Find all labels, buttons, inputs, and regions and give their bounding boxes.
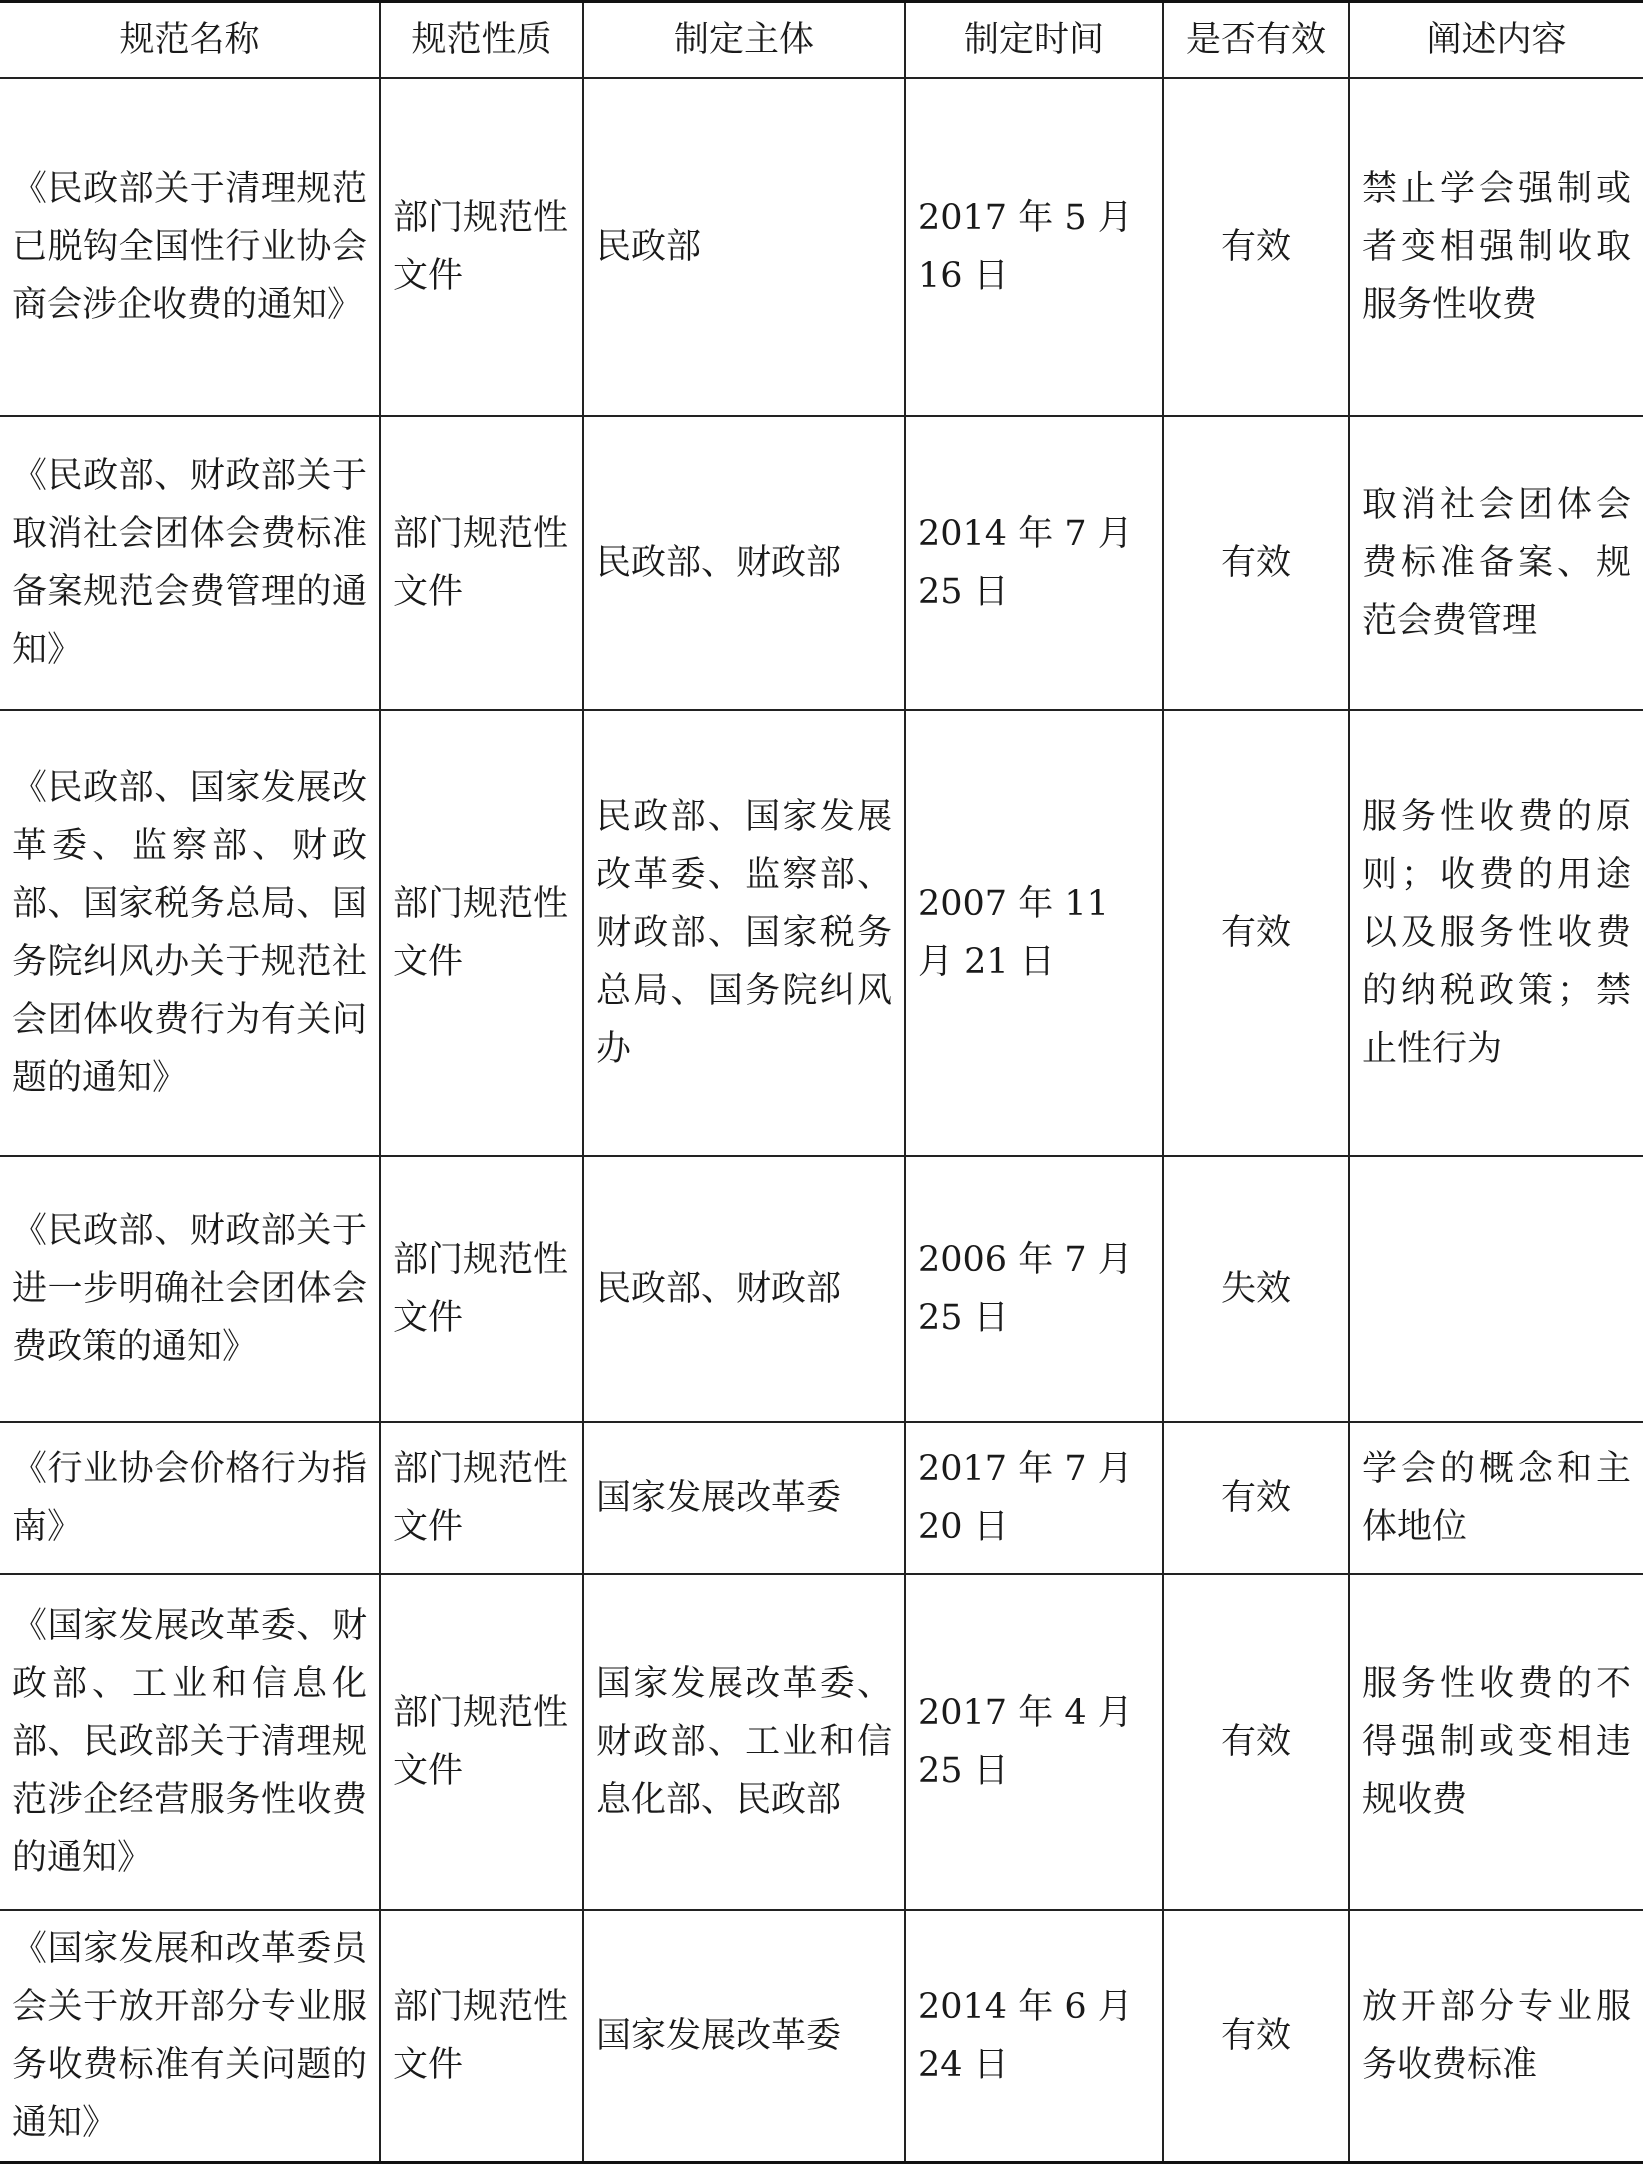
cell-valid: 有效 [1163, 1910, 1349, 2163]
cell-valid: 失效 [1163, 1156, 1349, 1422]
cell-content: 学会的概念和主体地位 [1349, 1422, 1643, 1574]
cell-nature: 部门规范性文件 [380, 1156, 583, 1422]
cell-date: 2007 年 11 月 21 日 [905, 710, 1163, 1156]
cell-name: 《国家发展和改革委员会关于放开部分专业服务收费标准有关问题的通知》 [0, 1910, 380, 2163]
cell-valid: 有效 [1163, 1574, 1349, 1910]
cell-issuer: 民政部、国家发展改革委、监察部、财政部、国家税务总局、国务院纠风办 [583, 710, 905, 1156]
cell-nature: 部门规范性文件 [380, 1910, 583, 2163]
table-row [0, 1574, 1643, 1910]
table-row [0, 1422, 1643, 1574]
cell-valid: 有效 [1163, 78, 1349, 416]
cell-content: 放开部分专业服务收费标准 [1349, 1910, 1643, 2163]
cell-name: 《民政部关于清理规范已脱钩全国性行业协会商会涉企收费的通知》 [0, 78, 380, 416]
cell-nature: 部门规范性文件 [380, 78, 583, 416]
header-date: 制定时间 [905, 2, 1163, 79]
header-row [0, 2, 1643, 79]
table-row [0, 78, 1643, 416]
cell-date: 2017 年 4 月 25 日 [905, 1574, 1163, 1910]
cell-issuer: 民政部、财政部 [583, 416, 905, 710]
cell-content: 取消社会团体会费标准备案、规范会费管理 [1349, 416, 1643, 710]
cell-date: 2017 年 7 月 20 日 [905, 1422, 1163, 1574]
cell-name: 《行业协会价格行为指南》 [0, 1422, 380, 1574]
cell-date: 2006 年 7 月 25 日 [905, 1156, 1163, 1422]
table-header [0, 2, 1643, 79]
cell-content [1349, 1156, 1643, 1422]
table-row [0, 416, 1643, 710]
cell-issuer: 国家发展改革委 [583, 1422, 905, 1574]
cell-issuer: 民政部 [583, 78, 905, 416]
header-content: 阐述内容 [1349, 2, 1643, 79]
header-nature: 规范性质 [380, 2, 583, 79]
cell-issuer: 国家发展改革委、财政部、工业和信息化部、民政部 [583, 1574, 905, 1910]
cell-name: 《国家发展改革委、财政部、工业和信息化部、民政部关于清理规范涉企经营服务性收费的通知》 [0, 1574, 380, 1910]
cell-valid: 有效 [1163, 710, 1349, 1156]
cell-issuer: 国家发展改革委 [583, 1910, 905, 2163]
header-name: 规范名称 [0, 2, 380, 79]
cell-nature: 部门规范性文件 [380, 416, 583, 710]
cell-name: 《民政部、国家发展改革委、监察部、财政部、国家税务总局、国务院纠风办关于规范社会团体收费行为有关问题的通知》 [0, 710, 380, 1156]
table-row [0, 1910, 1643, 2163]
cell-name: 《民政部、财政部关于取消社会团体会费标准备案规范会费管理的通知》 [0, 416, 380, 710]
cell-date: 2014 年 7 月 25 日 [905, 416, 1163, 710]
header-issuer: 制定主体 [583, 2, 905, 79]
cell-date: 2014 年 6 月 24 日 [905, 1910, 1163, 2163]
cell-nature: 部门规范性文件 [380, 710, 583, 1156]
header-valid: 是否有效 [1163, 2, 1349, 79]
table-row [0, 1156, 1643, 1422]
cell-content: 服务性收费的不得强制或变相违规收费 [1349, 1574, 1643, 1910]
cell-valid: 有效 [1163, 1422, 1349, 1574]
table-body [0, 78, 1643, 2163]
cell-content: 禁止学会强制或者变相强制收取服务性收费 [1349, 78, 1643, 416]
cell-content: 服务性收费的原则；收费的用途以及服务性收费的纳税政策；禁止性行为 [1349, 710, 1643, 1156]
cell-valid: 有效 [1163, 416, 1349, 710]
cell-nature: 部门规范性文件 [380, 1574, 583, 1910]
cell-date: 2017 年 5 月 16 日 [905, 78, 1163, 416]
table-row [0, 710, 1643, 1156]
cell-nature: 部门规范性文件 [380, 1422, 583, 1574]
cell-issuer: 民政部、财政部 [583, 1156, 905, 1422]
cell-name: 《民政部、财政部关于进一步明确社会团体会费政策的通知》 [0, 1156, 380, 1422]
